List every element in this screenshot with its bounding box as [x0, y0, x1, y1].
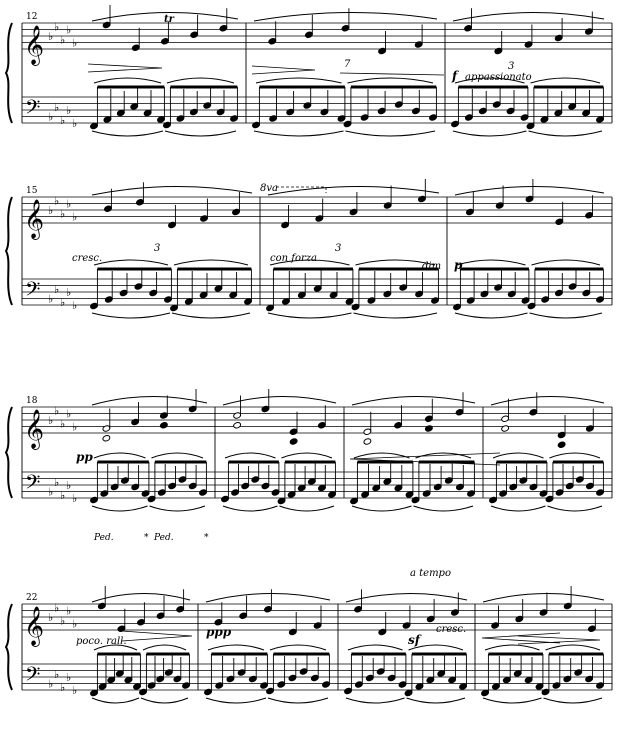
- note-head: [289, 438, 298, 445]
- treble-clef: 𝄞: [24, 606, 45, 646]
- slur: [206, 593, 330, 602]
- crescendo-hairpin: [482, 633, 560, 643]
- flat-icon: ♭: [48, 677, 54, 691]
- bass-clef: 𝄢: [25, 470, 41, 499]
- flat-icon: ♭: [66, 604, 72, 618]
- slur: [268, 698, 328, 703]
- slur: [206, 698, 266, 703]
- slur: [141, 698, 188, 703]
- system-2: [6, 179, 612, 318]
- flat-icon: ♭: [66, 286, 72, 299]
- slur: [254, 131, 344, 136]
- flat-icon: ♭: [54, 282, 60, 296]
- flat-icon: ♭: [66, 479, 72, 492]
- flat-icon: ♭: [54, 194, 60, 208]
- treble-clef: 𝄞: [24, 25, 45, 65]
- note-head: [363, 438, 372, 445]
- slur: [457, 260, 526, 265]
- flat-icon: ♭: [48, 485, 54, 499]
- slur: [453, 12, 604, 21]
- flat-icon: ♭: [72, 684, 78, 697]
- flat-icon: ♭: [72, 420, 78, 434]
- slur: [92, 506, 148, 511]
- slur: [483, 593, 604, 602]
- slur: [352, 396, 475, 405]
- note-head: [557, 441, 566, 448]
- treble-clef: 𝄞: [24, 199, 45, 239]
- slur: [167, 78, 234, 83]
- pedal-up: *: [144, 533, 149, 543]
- dynamic-pppp: ppp: [206, 625, 232, 639]
- slur: [544, 698, 603, 703]
- slur: [223, 396, 336, 405]
- flat-icon: ♭: [48, 204, 54, 217]
- slur: [165, 131, 236, 136]
- slur: [270, 645, 326, 650]
- slur: [352, 506, 412, 511]
- flat-icon: ♭: [60, 680, 66, 694]
- slur: [94, 453, 146, 458]
- brace: [6, 407, 12, 498]
- slur: [282, 453, 333, 458]
- flat-icon: ♭: [66, 23, 72, 37]
- slur: [346, 698, 405, 703]
- flat-icon: ♭: [72, 210, 78, 224]
- slur: [483, 698, 542, 703]
- dynamic-piano: p: [454, 258, 463, 272]
- flat-icon: ♭: [60, 488, 66, 502]
- slur: [491, 396, 604, 405]
- slur: [407, 698, 466, 703]
- bass-clef: 𝄢: [25, 662, 41, 691]
- slur: [92, 698, 139, 703]
- slur: [485, 645, 540, 650]
- pedal-down: Ped.: [154, 533, 174, 543]
- flat-icon: ♭: [60, 113, 66, 127]
- note-head: [160, 422, 169, 429]
- tuplet-number: 3: [508, 61, 515, 72]
- slur: [348, 645, 403, 650]
- flat-icon: ♭: [66, 407, 72, 421]
- flat-icon: ♭: [48, 292, 54, 306]
- slur: [531, 78, 601, 83]
- slur: [268, 186, 439, 195]
- treble-clef: 𝄞: [24, 409, 45, 449]
- con-forza-marking: con forza: [270, 253, 317, 264]
- slur: [348, 78, 434, 83]
- slur: [530, 313, 603, 318]
- measure-number: 15: [26, 186, 38, 196]
- slur: [455, 186, 604, 195]
- flat-icon: ♭: [72, 299, 78, 312]
- slur: [532, 260, 601, 265]
- flat-icon: ♭: [72, 36, 78, 50]
- flat-icon: ♭: [54, 475, 60, 489]
- slur: [493, 453, 544, 458]
- dynamic-forte: f: [452, 69, 458, 83]
- bass-staff: [22, 471, 612, 506]
- trill-mark: tr: [164, 14, 174, 25]
- slur: [546, 645, 601, 650]
- flat-icon: ♭: [60, 207, 66, 221]
- slur: [491, 506, 546, 511]
- note-head: [425, 425, 434, 432]
- flat-icon: ♭: [72, 617, 78, 631]
- dynamic-sforzando: sf: [408, 633, 420, 647]
- bass-clef: 𝄢: [25, 95, 41, 124]
- treble-staff: [22, 20, 612, 66]
- slur: [455, 313, 528, 318]
- slur: [94, 78, 161, 83]
- slur: [92, 396, 207, 405]
- slur: [92, 186, 252, 195]
- brace: [6, 604, 12, 690]
- measure-number: 12: [26, 12, 38, 22]
- slur: [346, 593, 467, 602]
- slur: [280, 506, 335, 511]
- slur: [92, 593, 190, 602]
- flat-icon: ♭: [54, 601, 60, 615]
- slur: [548, 506, 603, 511]
- slur: [346, 131, 436, 136]
- flat-icon: ♭: [48, 414, 54, 427]
- tuplet-number: 3: [154, 243, 161, 254]
- flat-icon: ♭: [72, 117, 78, 130]
- flat-icon: ♭: [60, 33, 66, 47]
- slur: [143, 645, 186, 650]
- slur: [354, 313, 438, 318]
- slur: [172, 313, 250, 318]
- cresc-marking: cresc.: [436, 624, 467, 635]
- slur: [453, 131, 527, 136]
- slur: [208, 645, 264, 650]
- flat-icon: ♭: [48, 611, 54, 624]
- slur: [550, 453, 601, 458]
- slur: [223, 506, 278, 511]
- decrescendo-hairpin: [122, 631, 192, 641]
- slur: [150, 506, 206, 511]
- slur: [152, 453, 204, 458]
- cresc-marking: cresc.: [72, 253, 103, 264]
- tuplet-number: 3: [335, 243, 342, 254]
- slur: [92, 131, 163, 136]
- pedal-up: *: [204, 533, 209, 543]
- slur: [94, 260, 168, 265]
- slur: [268, 313, 352, 318]
- brace: [6, 197, 12, 305]
- hairpin-line: [340, 73, 444, 75]
- flat-icon: ♭: [60, 417, 66, 431]
- treble-staff: [22, 404, 612, 450]
- flat-icon: ♭: [66, 671, 72, 684]
- flat-icon: ♭: [48, 30, 54, 43]
- expression-appassionato: appassionato: [465, 72, 532, 83]
- poco-rall-marking: poco. rall.: [76, 636, 127, 647]
- note-head: [501, 425, 510, 432]
- dynamic-pianissimo: pp: [76, 450, 93, 464]
- flat-icon: ♭: [54, 404, 60, 418]
- flat-icon: ♭: [54, 100, 60, 114]
- measure-number: 22: [26, 593, 38, 603]
- brace: [6, 23, 12, 123]
- slur: [174, 260, 248, 265]
- flat-icon: ♭: [48, 110, 54, 124]
- decrescendo-hairpin: [252, 66, 315, 74]
- tuplet-number: 7: [344, 59, 351, 70]
- flat-icon: ♭: [66, 197, 72, 211]
- flat-icon: ♭: [66, 104, 72, 117]
- flat-icon: ♭: [54, 20, 60, 34]
- note-head: [102, 435, 111, 442]
- bass-staff: [22, 278, 612, 313]
- slur: [92, 313, 170, 318]
- flat-icon: ♭: [60, 614, 66, 628]
- measure-number: 18: [26, 396, 38, 406]
- dim-marking: dim: [422, 261, 442, 272]
- slur: [254, 12, 437, 21]
- ottava-marking: 8va: [260, 183, 278, 194]
- flat-icon: ♭: [72, 492, 78, 505]
- slur: [529, 131, 603, 136]
- slur: [256, 78, 342, 83]
- decrescendo-hairpin: [88, 64, 162, 72]
- system-3: [6, 389, 612, 511]
- flat-icon: ♭: [54, 667, 60, 681]
- note-head: [233, 422, 242, 429]
- bass-clef: 𝄢: [25, 277, 41, 306]
- flat-icon: ♭: [60, 295, 66, 309]
- pedal-down: Ped.: [94, 533, 114, 543]
- slur: [225, 453, 276, 458]
- a-tempo-marking: a tempo: [410, 568, 451, 579]
- slur: [414, 506, 474, 511]
